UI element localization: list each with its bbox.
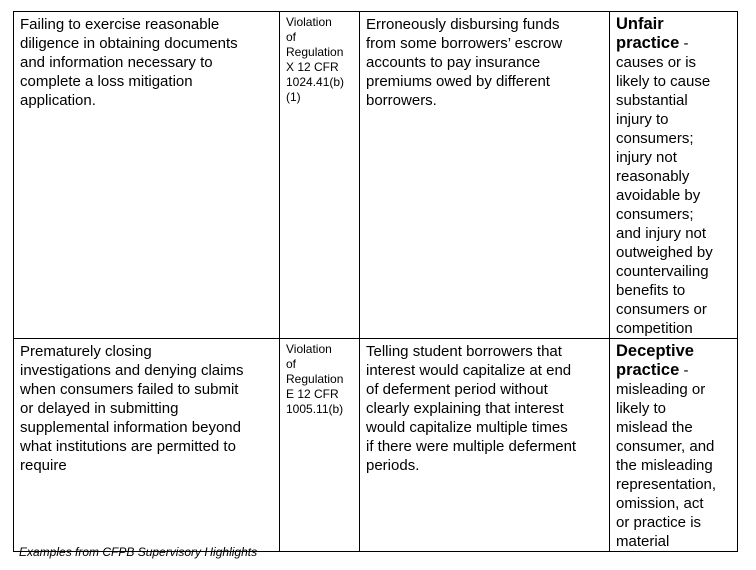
table-row [14,12,738,339]
violation-cell [280,12,360,339]
table-caption: Examples from CFPB Supervisory Highlights [19,545,258,559]
example-cell [360,12,610,339]
practice-definition: - misleading or likely to mislead the consumer, and the misleading representation, omission, act or practice is material [616,362,717,550]
example-text: Erroneously disbursing funds from some borrowers’ escrow accounts to pay insurance premiums owed by different borrowers. [366,16,563,109]
example-cell [360,339,610,552]
practice-definition: - causes or is likely to cause substantial injury to consumers; injury not reasonably avoidable by consumers; and injury not outweighed by countervailing benefits to consumers or competition [616,35,713,337]
violation-cell [280,339,360,552]
practice-term: Unfair practice [616,15,680,52]
table-row [14,339,738,552]
conduct-text: Failing to exercise reasonable diligence in obtaining documents and information necessary to complete a loss mitigation application. [20,16,238,109]
example-text: Telling student borrowers that interest would capitalize at end of deferment period without clearly explaining that interest would capitalize multiple times if there were multiple deferment periods. [366,343,577,474]
conduct-cell [14,12,280,339]
violation-text: Violation of Regulation E 12 CFR 1005.11(b) [286,342,344,416]
definition-cell [610,12,738,339]
practice-term: Deceptive practice [616,342,694,379]
conduct-text: Prematurely closing investigations and denying claims when consumers failed to submit or delayed in submitting supplemental information beyond what institutions are permitted to require [20,343,244,474]
definition-cell [610,339,738,552]
violation-text: Violation of Regulation X 12 CFR 1024.41(b) (1) [286,15,345,104]
conduct-cell [14,339,280,552]
examples-table [13,11,738,552]
